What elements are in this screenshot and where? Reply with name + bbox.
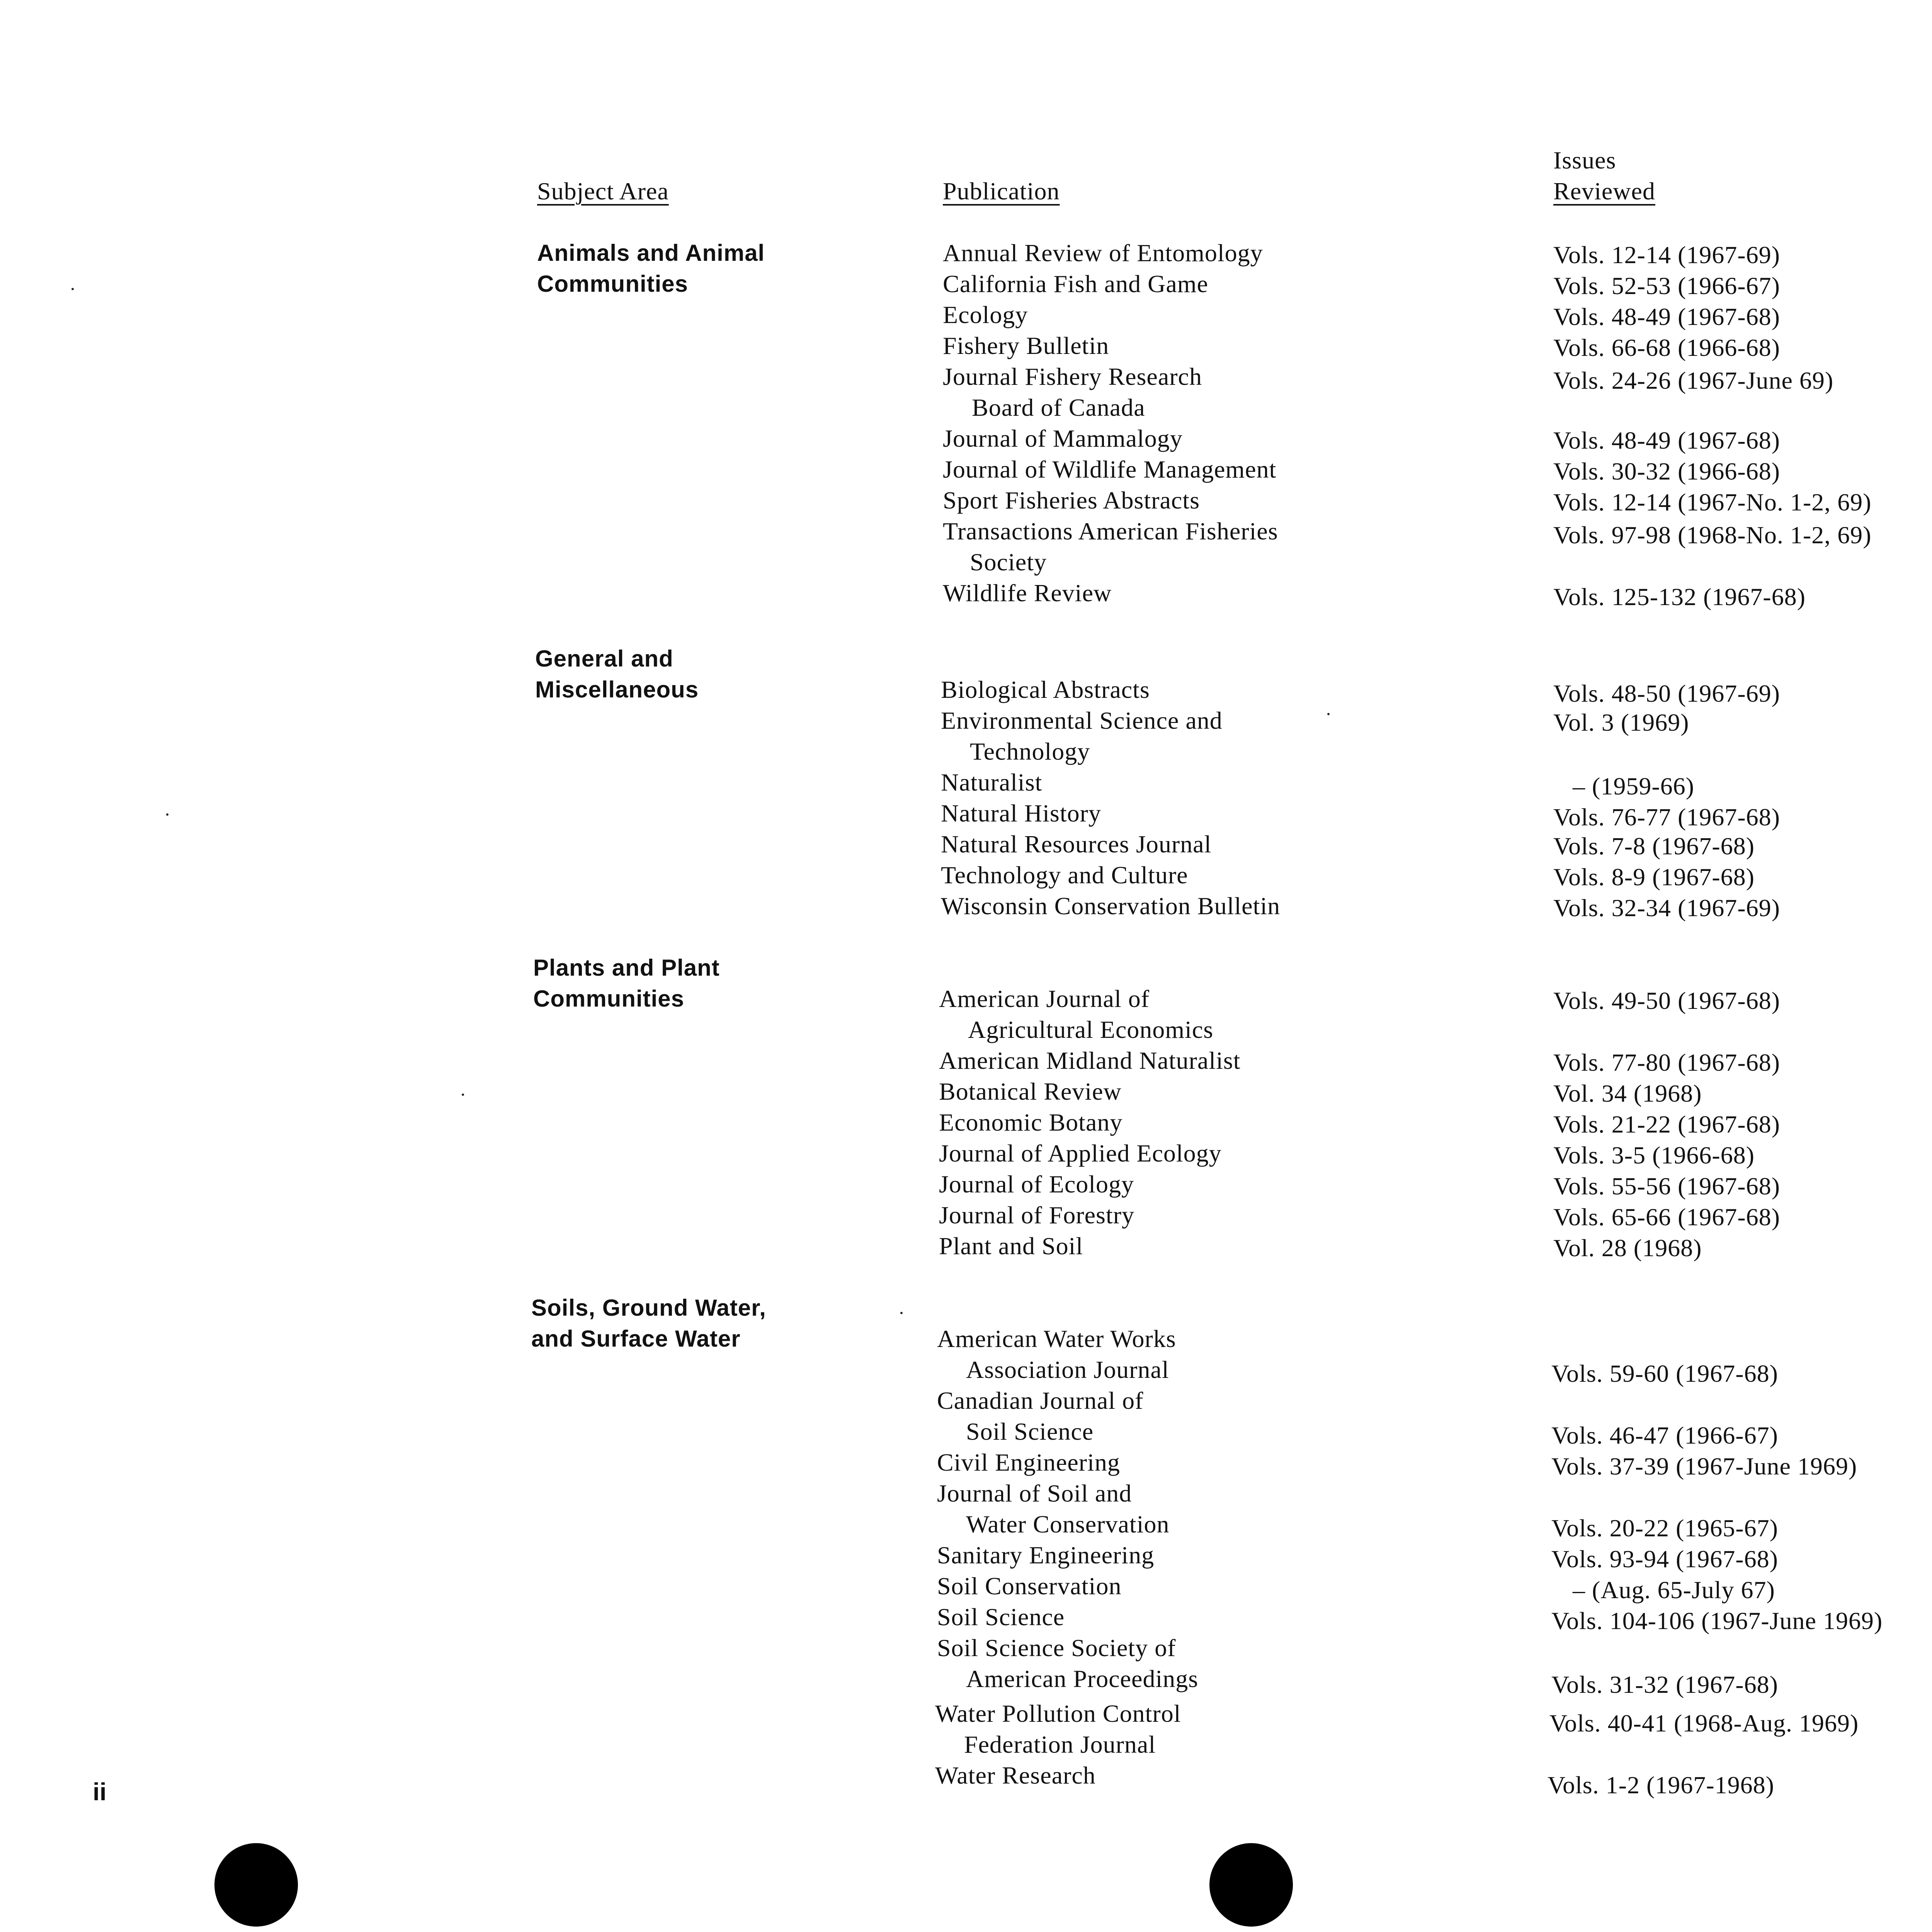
issues-reviewed-value: Vols. 48-49 (1967-68) (1553, 427, 1780, 454)
publication-title: Canadian Journal of (937, 1387, 1144, 1414)
publication-title: California Fish and Game (943, 270, 1208, 298)
publication-title: Journal of Soil and (937, 1480, 1132, 1507)
issues-reviewed-value: Vols. 49-50 (1967-68) (1553, 987, 1780, 1014)
scan-speck (166, 813, 168, 816)
publication-title: Water Research (935, 1762, 1096, 1789)
publication-title: Journal of Ecology (939, 1170, 1134, 1198)
publication-title: Ecology (943, 301, 1028, 328)
issues-reviewed-value: Vols. 8-9 (1967-68) (1553, 863, 1755, 891)
publication-title: Natural History (941, 799, 1101, 827)
publication-title: Fishery Bulletin (943, 332, 1109, 359)
issues-reviewed-value: Vols. 76-77 (1967-68) (1553, 803, 1780, 831)
issues-reviewed-value: Vols. 48-50 (1967-69) (1553, 680, 1780, 707)
issues-reviewed-value: Vols. 65-66 (1967-68) (1553, 1203, 1780, 1231)
subject-area-label: Plants and Plant (533, 955, 720, 981)
scan-speck (900, 1312, 903, 1314)
issues-reviewed-value: Vols. 104-106 (1967-June 1969) (1551, 1607, 1883, 1634)
publication-title: Environmental Science and (941, 707, 1223, 734)
subject-area-label: Soils, Ground Water, (531, 1295, 766, 1321)
issues-reviewed-value: Vol. 3 (1969) (1553, 709, 1689, 736)
issues-reviewed-value: Vols. 93-94 (1967-68) (1551, 1545, 1778, 1573)
publication-title: Botanical Review (939, 1078, 1122, 1105)
issues-reviewed-value: Vols. 12-14 (1967-69) (1553, 241, 1780, 269)
publication-title: Journal of Wildlife Management (943, 456, 1277, 483)
publication-title: Journal of Forestry (939, 1201, 1135, 1229)
publication-title-continued: Society (970, 548, 1047, 576)
publication-title: Biological Abstracts (941, 676, 1150, 703)
subject-area-label: Communities (537, 271, 689, 297)
publication-title: Sanitary Engineering (937, 1541, 1155, 1569)
issues-reviewed-value: Vols. 52-53 (1966-67) (1553, 272, 1780, 299)
scan-speck (1327, 713, 1330, 715)
issues-reviewed-value: Vols. 24-26 (1967-June 69) (1553, 367, 1834, 394)
issues-reviewed-value: Vols. 7-8 (1967-68) (1553, 832, 1755, 860)
publication-title-continued: American Proceedings (966, 1665, 1199, 1692)
publication-title: Transactions American Fisheries (943, 517, 1278, 545)
subject-area-label: Animals and Animal (537, 240, 765, 266)
issues-reviewed-value: Vols. 48-49 (1967-68) (1553, 303, 1780, 330)
publication-title: Journal of Applied Ecology (939, 1139, 1222, 1167)
publication-title: Journal of Mammalogy (943, 425, 1183, 452)
subject-area-label: General and (535, 646, 673, 672)
publication-title: American Midland Naturalist (939, 1047, 1241, 1074)
issues-header-line2: Reviewed (1553, 177, 1655, 205)
publication-title: Water Pollution Control (935, 1700, 1181, 1727)
issues-reviewed-value: Vols. 125-132 (1967-68) (1553, 583, 1806, 611)
publication-title-continued: Water Conservation (966, 1510, 1170, 1538)
issues-reviewed-value: Vols. 32-34 (1967-69) (1553, 894, 1780, 922)
issues-reviewed-value: – (Aug. 65-July 67) (1573, 1576, 1775, 1604)
issues-header-line1: Issues (1553, 146, 1616, 174)
issues-reviewed-value: Vol. 34 (1968) (1553, 1080, 1702, 1107)
issues-reviewed-value: – (1959-66) (1573, 772, 1694, 800)
issues-reviewed-value: Vols. 1-2 (1967-1968) (1548, 1771, 1774, 1799)
publication-title: Wisconsin Conservation Bulletin (941, 892, 1281, 920)
issues-reviewed-value: Vols. 12-14 (1967-No. 1-2, 69) (1553, 488, 1872, 516)
issues-reviewed-value: Vols. 97-98 (1968-No. 1-2, 69) (1553, 521, 1872, 549)
publication-title-continued: Agricultural Economics (968, 1016, 1214, 1043)
punch-hole (1209, 1843, 1293, 1927)
issues-reviewed-value: Vols. 31-32 (1967-68) (1551, 1671, 1778, 1698)
issues-reviewed-value: Vols. 59-60 (1967-68) (1551, 1360, 1778, 1387)
publication-title: Sport Fisheries Abstracts (943, 486, 1200, 514)
subject-area-label: and Surface Water (531, 1326, 741, 1352)
issues-reviewed-value: Vol. 28 (1968) (1553, 1234, 1702, 1262)
issues-reviewed-value: Vols. 37-39 (1967-June 1969) (1551, 1452, 1857, 1480)
publication-title: Naturalist (941, 769, 1043, 796)
issues-reviewed-value: Vols. 30-32 (1966-68) (1553, 457, 1780, 485)
publication-title-continued: Board of Canada (972, 394, 1145, 421)
publication-header: Publication (943, 177, 1060, 205)
publication-title: Economic Botany (939, 1109, 1123, 1136)
issues-reviewed-value: Vols. 46-47 (1966-67) (1551, 1422, 1778, 1449)
issues-reviewed-value: Vols. 55-56 (1967-68) (1553, 1172, 1780, 1200)
publication-title-continued: Association Journal (966, 1356, 1169, 1383)
issues-reviewed-value: Vols. 77-80 (1967-68) (1553, 1049, 1780, 1076)
publication-title-continued: Soil Science (966, 1418, 1094, 1445)
publication-title: Natural Resources Journal (941, 830, 1212, 858)
issues-reviewed-value: Vols. 3-5 (1966-68) (1553, 1141, 1755, 1169)
publication-title: Plant and Soil (939, 1232, 1083, 1260)
publication-title: Annual Review of Entomology (943, 239, 1263, 267)
scan-speck (462, 1094, 464, 1096)
issues-reviewed-value: Vols. 66-68 (1966-68) (1553, 334, 1780, 361)
publication-title: Soil Science Society of (937, 1634, 1176, 1662)
publication-title: Wildlife Review (943, 579, 1112, 607)
publication-title-continued: Technology (970, 738, 1090, 765)
scan-speck (71, 288, 74, 290)
publication-title: Journal Fishery Research (943, 363, 1202, 390)
subject-area-label: Communities (533, 986, 685, 1012)
publication-title-continued: Federation Journal (964, 1731, 1156, 1758)
publication-title: Technology and Culture (941, 861, 1188, 889)
publication-title: Soil Science (937, 1603, 1065, 1631)
issues-reviewed-value: Vols. 20-22 (1965-67) (1551, 1514, 1778, 1542)
publication-title: American Water Works (937, 1325, 1176, 1352)
publication-title: Soil Conservation (937, 1572, 1122, 1600)
issues-reviewed-value: Vols. 21-22 (1967-68) (1553, 1111, 1780, 1138)
issues-reviewed-value: Vols. 40-41 (1968-Aug. 1969) (1549, 1709, 1859, 1737)
publication-title: American Journal of (939, 985, 1150, 1012)
subject-area-header: Subject Area (537, 177, 669, 205)
subject-area-label: Miscellaneous (535, 677, 699, 702)
page-number: ii (93, 1778, 107, 1806)
punch-hole (214, 1843, 298, 1927)
publication-title: Civil Engineering (937, 1449, 1120, 1476)
